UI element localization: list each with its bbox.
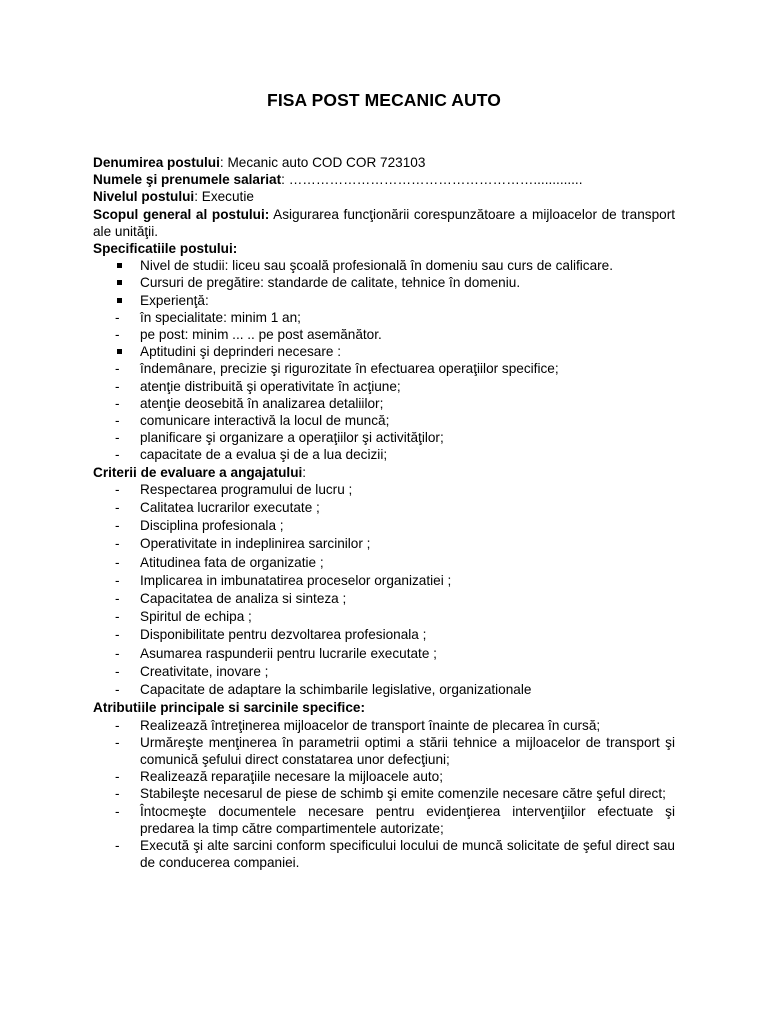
list-item-text: Cursuri de pregătire: standarde de calitate, tehnice în domeniu. xyxy=(140,275,521,291)
dash-bullet-icon: - xyxy=(115,327,120,343)
dash-bullet-icon: - xyxy=(115,378,120,394)
list-item xyxy=(93,803,675,837)
dash-bullet-icon: - xyxy=(115,769,120,785)
dash-bullet-icon: - xyxy=(115,500,120,516)
list-item-text: în specialitate: minim 1 an; xyxy=(140,309,301,325)
list-item-text: Asumarea raspunderii pentru lucrarile executate ; xyxy=(140,645,437,661)
dash-bullet-icon: - xyxy=(115,663,120,679)
list-item xyxy=(93,517,675,535)
page-title: FISA POST MECANIC AUTO xyxy=(267,90,501,110)
list-item xyxy=(93,499,675,517)
field-value: : Mecanic auto COD COR 723103 xyxy=(219,155,426,170)
list-item-text: Stabileşte necesarul de piese de schimb şi emite comenzile necesare către şeful direct; xyxy=(140,786,666,802)
dash-bullet-icon: - xyxy=(115,447,120,463)
list-item xyxy=(93,446,675,463)
list-item-text: capacitate de a evalua şi de a lua decizii; xyxy=(140,447,388,463)
field-value: Asigurarea funcţionării corespunzătoare a mijloacelor de transport ale unităţii. xyxy=(93,206,676,239)
list-item xyxy=(93,590,675,608)
list-item xyxy=(93,663,675,681)
list-item-text: Atitudinea fata de organizatie ; xyxy=(140,554,324,570)
field-label: Scopul general al postului: xyxy=(93,206,270,222)
list-item-text: Capacitatea de analiza si sinteza ; xyxy=(140,591,347,607)
dash-bullet-icon: - xyxy=(115,361,120,377)
dash-bullet-icon: - xyxy=(115,395,120,411)
dash-bullet-icon: - xyxy=(115,837,120,853)
square-bullet-icon xyxy=(117,349,122,354)
square-bullet-icon xyxy=(117,263,122,268)
section-heading-specificatii: Specificatiile postului: xyxy=(93,241,238,257)
dash-bullet-icon: - xyxy=(115,627,120,643)
dash-bullet-icon: - xyxy=(115,786,120,802)
field-label: Denumirea postului xyxy=(93,155,220,170)
field-value: : ………………………………………………............. xyxy=(281,172,583,188)
list-item xyxy=(93,608,675,626)
list-item xyxy=(93,572,675,590)
list-item xyxy=(93,326,675,343)
list-item xyxy=(93,734,675,768)
list-item xyxy=(93,768,675,785)
field-nivel xyxy=(93,188,675,205)
field-label: Nivelul postului xyxy=(93,189,195,205)
list-item-text: planificare şi organizare a operaţiilor şi activităţilor; xyxy=(140,430,444,446)
list-item xyxy=(93,554,675,572)
criterii-list xyxy=(93,481,675,699)
list-item-text: atenţie distribuită şi operativitate în acţiune; xyxy=(140,378,401,394)
list-item-text: Execută şi alte sarcini conform specificului locului de muncă solicitate de şeful direct sau de conducerea companiei. xyxy=(140,837,675,871)
list-item xyxy=(93,785,675,802)
list-item xyxy=(93,429,675,446)
list-item-text: Aptitudini şi deprinderi necesare : xyxy=(140,344,341,360)
dash-bullet-icon: - xyxy=(115,572,120,588)
dash-bullet-icon: - xyxy=(115,717,120,733)
dash-bullet-icon: - xyxy=(115,682,120,698)
list-item-text: Disciplina profesionala ; xyxy=(140,518,284,534)
list-item xyxy=(93,626,675,644)
dash-bullet-icon: - xyxy=(115,803,120,819)
list-item-text: Disponibilitate pentru dezvoltarea profesionala ; xyxy=(140,627,427,643)
list-item xyxy=(93,412,675,429)
list-item-text: Spiritul de echipa ; xyxy=(140,609,252,625)
list-item-text: Calitatea lucrarilor executate ; xyxy=(140,500,320,516)
spec-list xyxy=(93,257,675,463)
list-item-text: Urmăreşte menţinerea în parametrii optimi a stării tehnice a mijloacelor de transport şi comunică şefului direct constatarea unor defecţiuni; xyxy=(140,734,675,767)
field-value: : Executie xyxy=(194,189,254,205)
list-item-text: Operativitate in indeplinirea sarcinilor ; xyxy=(140,536,371,552)
field-denumire xyxy=(93,154,675,171)
list-item xyxy=(93,645,675,663)
list-item xyxy=(93,257,675,274)
list-item-text: Implicarea in imbunatatirea proceselor organizatiei ; xyxy=(140,572,452,588)
list-item xyxy=(93,292,675,309)
dash-bullet-icon: - xyxy=(115,413,120,429)
list-item xyxy=(93,681,675,699)
field-scop xyxy=(93,206,675,240)
dash-bullet-icon: - xyxy=(115,554,120,570)
list-item xyxy=(93,395,675,412)
dash-bullet-icon: - xyxy=(115,430,120,446)
list-item-text: Întocmeşte documentele necesare pentru evidenţierea intervenţiilor efectuate şi predarea la timp către compartimentele autorizate; xyxy=(140,803,675,836)
atributii-list xyxy=(93,717,675,872)
square-bullet-icon xyxy=(117,298,122,303)
list-item xyxy=(93,274,675,291)
field-nume xyxy=(93,171,675,188)
list-item-text: îndemânare, precizie şi rigurozitate în efectuarea operaţiilor specifice; xyxy=(140,361,559,377)
dash-bullet-icon: - xyxy=(115,309,120,325)
dash-bullet-icon: - xyxy=(115,518,120,534)
list-item-text: atenţie deosebită în analizarea detaliilor; xyxy=(140,395,384,411)
list-item xyxy=(93,309,675,326)
list-item xyxy=(93,360,675,377)
list-item-text: Realizează reparaţiile necesare la mijloacele auto; xyxy=(140,769,444,785)
list-item xyxy=(93,343,675,360)
list-item xyxy=(93,837,675,871)
list-item-text: Capacitate de adaptare la schimbarile legislative, organizationale xyxy=(140,682,532,698)
list-item xyxy=(93,481,675,499)
square-bullet-icon xyxy=(117,280,122,285)
list-item xyxy=(93,378,675,395)
dash-bullet-icon: - xyxy=(115,734,120,750)
dash-bullet-icon: - xyxy=(115,536,120,552)
list-item-text: pe post: minim ... .. pe post asemănător. xyxy=(140,327,382,343)
list-item-text: Creativitate, inovare ; xyxy=(140,663,269,679)
section-heading-atributii: Atributiile principale si sarcinile specifice: xyxy=(93,700,365,716)
list-item xyxy=(93,717,675,734)
section-heading-criterii: Criterii de evaluare a angajatului: xyxy=(93,464,307,480)
dash-bullet-icon: - xyxy=(115,591,120,607)
list-item-text: Realizează întreţinerea mijloacelor de transport înainte de plecarea în cursă; xyxy=(140,717,601,733)
list-item-text: comunicare interactivă la locul de muncă; xyxy=(140,413,390,429)
list-item-text: Respectarea programului de lucru ; xyxy=(140,481,353,497)
list-item-text: Nivel de studii: liceu sau şcoală profesională în domeniu sau curs de calificare. xyxy=(140,258,614,274)
list-item xyxy=(93,535,675,553)
dash-bullet-icon: - xyxy=(115,645,120,661)
field-label: Numele şi prenumele salariat xyxy=(93,172,282,188)
dash-bullet-icon: - xyxy=(115,481,120,497)
list-item-text: Experienţă: xyxy=(140,292,209,308)
dash-bullet-icon: - xyxy=(115,609,120,625)
document-body xyxy=(93,154,675,871)
